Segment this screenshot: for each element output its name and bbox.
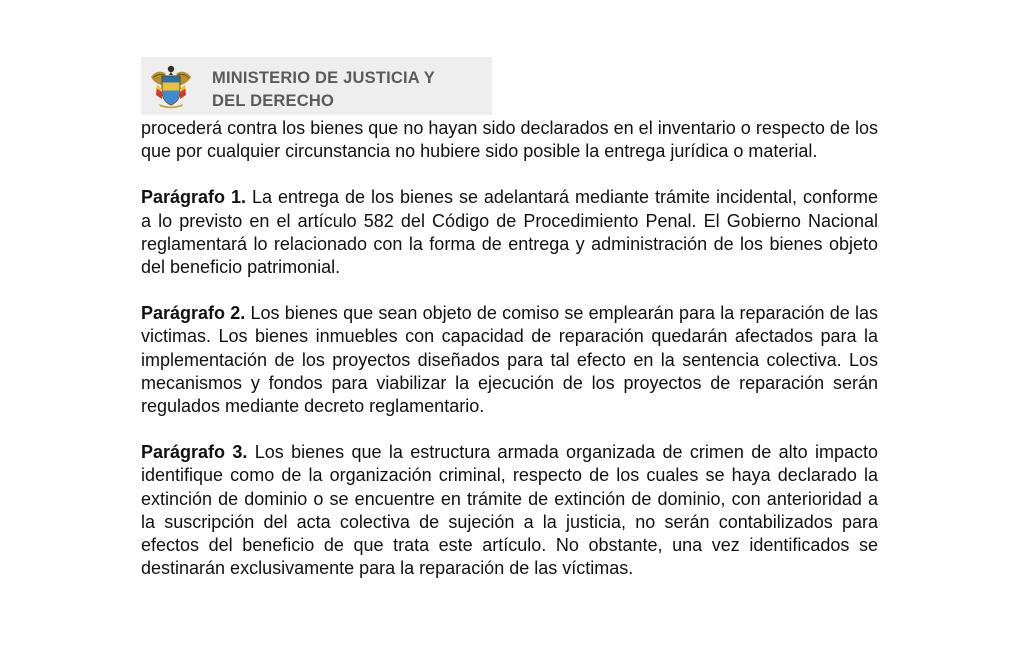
paragraph-paragrafo-2 <box>141 302 878 418</box>
paragraph-label: Parágrafo 1. <box>141 187 247 208</box>
paragraph-text: La entrega de los bienes se adelantará mediante trámite incidental, conforme a lo previsto en el artículo 582 del Código de Procedimiento Penal. El Gobierno Nacional reglamentará lo relacionado con la forma de entrega y administración de los bienes objeto del beneficio patrimonial. <box>141 187 878 278</box>
ministry-name-line1: MINISTERIO DE JUSTICIA Y <box>212 69 435 87</box>
paragraph-text: Los bienes que sean objeto de comiso se emplearán para la reparación de las victimas. Los bienes inmuebles con capacidad de reparación quedarán afectados para la implementación de los proyectos diseñados para tal efecto en la sentencia colectiva. Los mecanismos y fondos para viabilizar la ejecución de los proyectos de reparación serán regulados mediante decreto reglamentario. <box>141 303 879 417</box>
paragraph-label: Parágrafo 3. <box>141 442 248 463</box>
paragraph-paragrafo-3 <box>141 441 878 580</box>
paragraph-text: Los bienes que la estructura armada organizada de crimen de alto impacto identifique como de la organización criminal, respecto de los cuales se haya declarado la extinción de dominio o se encuentre en trámite de extinción de dominio, con anterioridad a la suscripción del acta colectiva de sujeción a la justicia, no serán contabilizados para efectos del beneficio de que trata este artículo. No obstante, una vez identificados se destinarán exclusivamente para la reparación de las víctimas. <box>141 442 878 579</box>
paragraph-continuation <box>141 117 878 163</box>
ministry-header <box>141 57 492 115</box>
paragraph-label: Parágrafo 2. <box>141 303 246 324</box>
document-body <box>141 117 878 580</box>
colombia-coat-of-arms-icon <box>149 63 193 109</box>
ministry-name <box>212 67 435 113</box>
paragraph-text: procederá contra los bienes que no hayan sido declarados en el inventario o respecto de los que por cualquier circunstancia no hubiere sido posible la entrega jurídica o material. <box>141 118 878 162</box>
ministry-name-line2: DEL DERECHO <box>212 92 334 110</box>
paragraph-paragrafo-1 <box>141 186 878 279</box>
